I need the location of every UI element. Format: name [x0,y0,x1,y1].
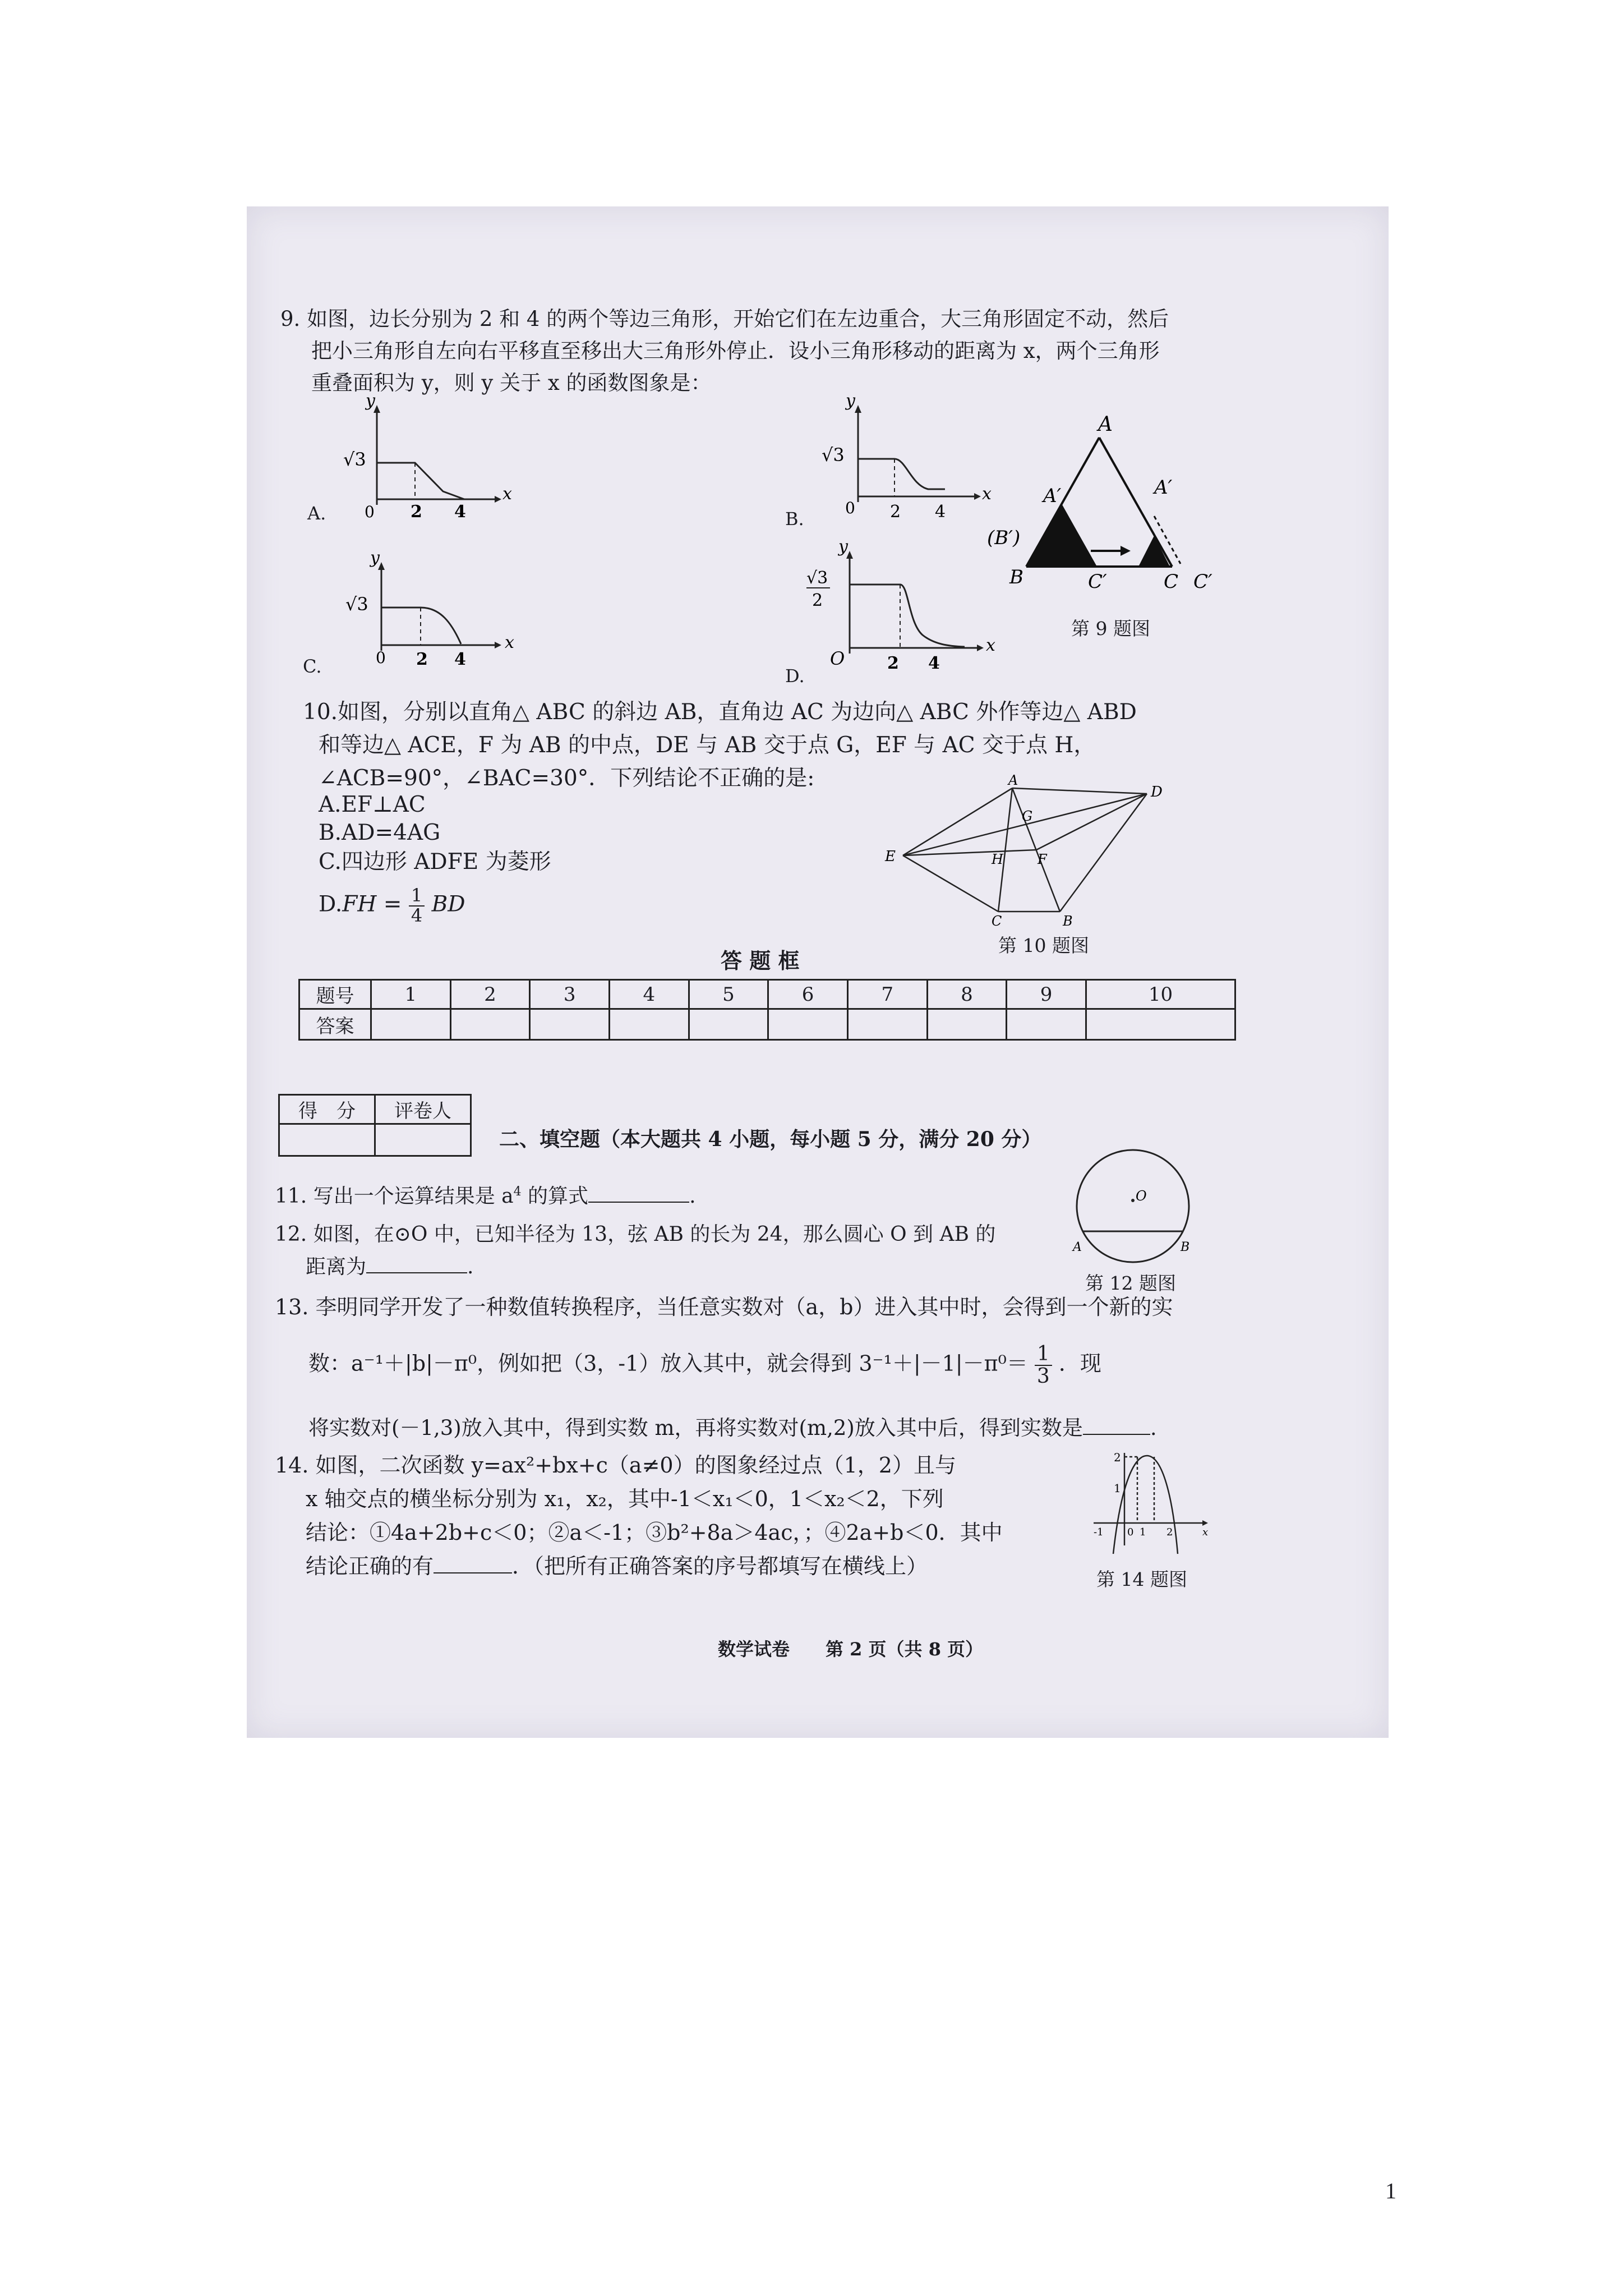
q9-line-1: 9. 如图，边长分别为 2 和 4 的两个等边三角形，开始它们在左边重合，大三角形固定不动，然后 [280,307,1169,331]
label-g: G [1022,808,1033,824]
question-number-cell: 5 [689,980,768,1009]
tick-x-minus1: -1 [1094,1526,1104,1538]
q13-line-2 [308,1343,1101,1387]
q10-option-d-rhs: BD [431,891,465,917]
q14-figure-parabola [1082,1444,1211,1562]
grader-label: 评卷人 [375,1095,471,1124]
label-a: A [1008,772,1018,788]
page-footer: 数学试卷 第 2 页（共 8 页） [718,1639,984,1660]
label-d: D [1151,784,1163,800]
q14-line-1: 14. 如图，二次函数 y=ax²+bx+c（a≠0）的图象经过点（1，2）且与 [275,1453,956,1478]
q9-line-3: 重叠面积为 y，则 y 关于 x 的函数图象是： [311,371,712,395]
question-number-cell: 7 [847,980,927,1009]
tick-sqrt3: √3 [822,444,845,466]
question-number-cell: 9 [1007,980,1086,1009]
fraction-numerator: 1 [1035,1343,1052,1366]
answer-cell[interactable] [1007,1009,1086,1040]
label-e: E [885,848,896,865]
label-c: C [1164,570,1179,593]
page-number: 1 [1385,2178,1396,2203]
tick-half-den: 2 [812,591,823,610]
q11-text: 11. 写出一个运算结果是 $a^4$ 的算式 . [275,1185,696,1208]
q10-option-d [319,886,465,925]
tick-x-2: 2 [1166,1526,1173,1538]
axis-y-label: y [846,391,855,411]
answer-cell[interactable] [689,1009,768,1040]
q12-line-1: 12. 如图，在⊙O 中，已知半径为 13，弦 AB 的长为 24，那么圆心 O 到 AB 的 [275,1223,996,1246]
q9-option-a-label: A. [307,503,326,524]
q10-option-d-fraction [409,886,425,925]
q10-option-d-lhs: FH = [342,891,402,917]
q14-line-4-end: ．（把所有正确答案的序号都填写在横线上） [512,1554,928,1579]
tick-x-1: 1 [1140,1526,1146,1538]
q14-line-3: 结论：①4a+2b+c＜0；②a＜-1；③b²+8a＞4ac，；④2a+b＜0．其中 [306,1520,1003,1545]
axis-y-label: y [366,391,375,411]
axis-x-label: x [986,636,995,655]
tick-2: 2 [887,654,899,673]
answer-cell[interactable] [847,1009,927,1040]
question-number-cell: 2 [450,980,530,1009]
q9-option-b-label: B. [785,508,804,530]
answer-box-header-row [299,980,1235,1009]
label-b-prime: (B′) [987,527,1021,549]
answer-cell[interactable] [768,1009,848,1040]
q10-line-2: 和等边△ ACE，F 为 AB 的中点，DE 与 AB 交于点 G，EF 与 AC 交于点 H， [319,733,1096,758]
q9-graph-a [336,391,512,522]
q9-figure-triangles [987,409,1234,595]
q10-option-a: A.EF⊥AC [319,792,426,817]
answer-cell[interactable] [530,1009,610,1040]
tick-4: 4 [935,502,946,522]
question-number-cell: 8 [927,980,1007,1009]
q9-graph-c [336,550,516,673]
q12-line-2: 距离为 . [306,1255,474,1278]
q11-text-post: 的算式 [521,1185,589,1208]
score-label: 得 分 [279,1095,375,1124]
axis-y-label: y [370,548,380,568]
section-2-title: 二、填空题（本大题共 4 小题，每小题 5 分，满分 20 分） [499,1128,1042,1151]
label-f: F [1038,852,1047,867]
label-a-prime: A′ [1043,485,1062,507]
tick-y-1: 1 [1114,1481,1121,1495]
axis-x-label: x [982,484,992,504]
label-b: B [1009,566,1023,588]
q10-option-d-prefix: D. [319,891,343,917]
q11-text-pre: 11. 写出一个运算结果是 a [275,1185,514,1208]
answer-box-title: 答 题 框 [721,948,800,973]
q9-figure-caption: 第 9 题图 [1071,618,1150,639]
answer-box-answer-row [299,1009,1235,1040]
q10-figure-caption: 第 10 题图 [998,935,1089,956]
q10-option-b: B.AD=4AG [319,820,441,845]
tick-4: 4 [454,502,466,522]
q13-fraction [1035,1343,1052,1387]
question-number-cell: 10 [1086,980,1235,1009]
q9-option-d-label: D. [785,665,805,687]
tick-y-2: 2 [1114,1451,1121,1464]
q14-line-4 [306,1553,928,1580]
q9-line-2: 把小三角形自左向右平移直至移出大三角形外停止．设小三角形移动的距离为 x，两个三角形 [311,339,1160,363]
q13-line-3: 将实数对(－1,3)放入其中，得到实数 m，再将实数对(m,2)放入其中后，得到实数是 . [308,1416,1157,1440]
question-number-cell: 6 [768,980,848,1009]
answer-box-table [298,979,1236,1041]
tick-origin: 0 [376,648,386,667]
tick-x-0: 0 [1127,1526,1134,1538]
q12-figure-caption: 第 12 题图 [1085,1272,1176,1294]
label-c-prime-2: C′ [1193,570,1212,593]
q10-figure [875,772,1211,929]
label-b: B [1181,1240,1190,1254]
grader-cell[interactable] [375,1124,471,1156]
answer-box-row-label: 题号 [299,980,371,1009]
axis-x-label: x [1202,1526,1209,1538]
q9-graph-d [802,539,1004,676]
tick-2: 2 [890,502,901,522]
answer-cell[interactable] [371,1009,451,1040]
q14-line-2: x 轴交点的横坐标分别为 x₁，x₂，其中-1＜x₁＜0，1＜x₂＜2，下列 [306,1487,944,1511]
q11-exponent: 4 [513,1185,522,1199]
fraction-denominator: 4 [411,904,423,926]
tick-sqrt3: √3 [345,593,368,615]
label-a: A [1073,1240,1082,1254]
q13-answer-blank[interactable] [1083,1434,1150,1435]
q14-answer-blank[interactable] [434,1572,512,1573]
fraction-numerator: 1 [409,886,425,907]
q10-option-c: C.四边形 ADFE 为菱形 [319,849,551,875]
q9-graph-b [810,393,990,522]
answer-cell[interactable] [609,1009,689,1040]
label-c: C [992,913,1002,929]
q11-answer-blank[interactable] [588,1202,689,1203]
q14-figure-caption: 第 14 题图 [1096,1568,1187,1590]
q12-line-2-text: 距离为 [306,1255,367,1278]
answer-cell[interactable] [927,1009,1007,1040]
axis-x-label: x [505,633,514,652]
label-c-prime: C′ [1088,570,1107,593]
q13-line-1: 13. 李明同学开发了一种数值转换程序，当任意实数对（a，b）进入其中时，会得到一个新的实 [275,1295,1173,1319]
question-number-cell: 3 [530,980,610,1009]
label-o: O [1136,1188,1147,1204]
q14-line-4-text: 结论正确的有 [306,1554,434,1579]
tick-half-num: √3 [806,568,828,588]
axis-y-label: y [838,537,848,556]
q10-line-3: ∠ACB=90°，∠BAC=30°．下列结论不正确的是: [319,766,815,791]
label-b: B [1063,913,1073,929]
tick-4: 4 [928,654,940,673]
label-h: H [992,852,1003,867]
q12-figure-circle [1063,1144,1203,1273]
label-a: A [1098,413,1113,436]
question-number-cell: 4 [609,980,689,1009]
answer-cell[interactable] [1086,1009,1235,1040]
question-number-cell: 1 [371,980,451,1009]
tick-2: 2 [411,502,422,522]
q13-line-2-text: 数：a⁻¹＋|b|－π⁰，例如把（3，-1）放入其中，就会得到 3⁻¹＋|－1|－π⁰＝ [308,1351,1028,1376]
score-box [278,1094,472,1157]
answer-box-row-label: 答案 [299,1009,371,1040]
answer-cell[interactable] [450,1009,530,1040]
tick-origin: 0 [365,503,375,521]
tick-origin: O [830,648,845,669]
tick-2: 2 [416,650,428,669]
score-cell[interactable] [279,1124,375,1156]
tick-origin: 0 [845,499,855,517]
axis-x-label: x [502,484,512,504]
q13-line-3-text: 将实数对(－1,3)放入其中，得到实数 m，再将实数对(m,2)放入其中后，得到实数是 [308,1416,1083,1440]
q12-answer-blank[interactable] [366,1272,467,1273]
q9-option-c-label: C. [303,656,322,677]
q10-line-1: 10.如图，分别以直角△ ABC 的斜边 AB，直角边 AC 为边向△ ABC 外作等边△ ABD [303,700,1137,725]
q13-line-2-end: ．现 [1058,1351,1101,1376]
tick-4: 4 [454,650,466,669]
tick-sqrt3: √3 [343,449,366,470]
label-a-prime-2: A′ [1154,476,1173,499]
fraction-denominator: 3 [1036,1364,1050,1388]
